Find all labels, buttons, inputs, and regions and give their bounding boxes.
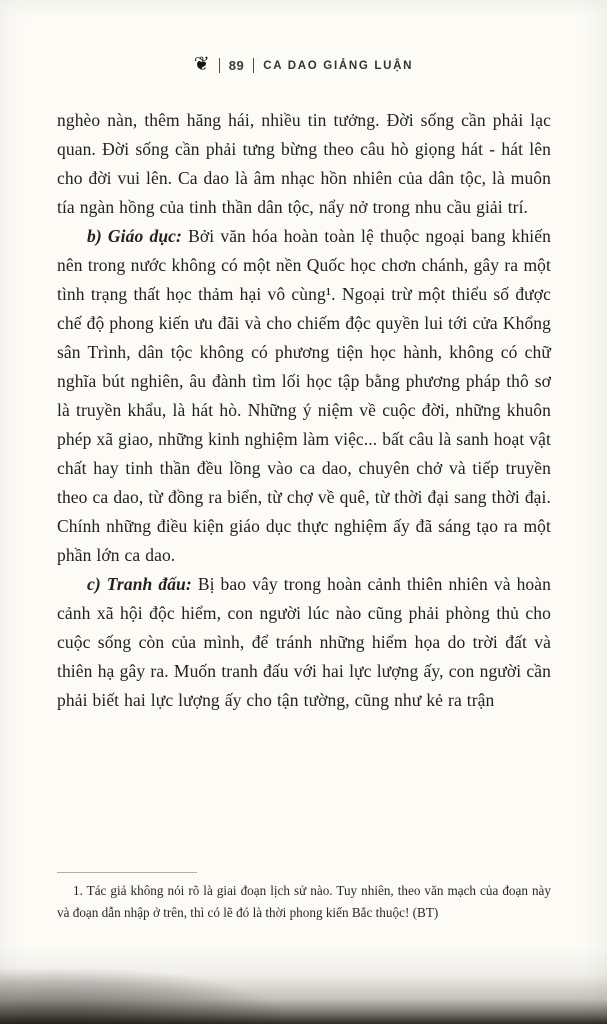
paragraph-2-lead: b) Giáo dục: — [87, 226, 182, 246]
paragraph-3 — [57, 570, 551, 715]
paragraph-3-text: Bị bao vây trong hoàn cảnh thiên nhiên và hoàn cảnh xã hội độc hiểm, con người lúc nào cũng phải phòng thủ cho cuộc sống còn của mình, để tránh những hiểm họa do trời đất và thiên hạ gây ra. Muốn tranh đấu với hai lực lượng ấy, con người cần phải biết hai lực lượng ấy cho tận tường, cũng như kẻ ra trận — [57, 574, 551, 710]
scan-shadow-bottom — [0, 946, 607, 1024]
footnote-separator — [57, 872, 197, 873]
paragraph-3-lead: c) Tranh đấu: — [87, 574, 192, 594]
body-text — [57, 106, 551, 715]
paragraph-1: nghèo nàn, thêm hăng hái, nhiều tin tưởng. Đời sống cần phải lạc quan. Đời sống cần phải tưng bừng theo câu hò giọng hát - hát lên cho đời vui lên. Ca dao là âm nhạc hồn nhiên của dân tộc, là muôn tía ngàn hồng của tinh thần dân tộc, nẩy nở trong nhu cầu giải trí. — [57, 110, 551, 217]
scan-shadow-corner — [0, 969, 280, 1024]
footnote-text: 1. Tác giả không nói rõ là giai đoạn lịch sử nào. Tuy nhiên, theo văn mạch của đoạn này và đoạn dẫn nhập ở trên, thì có lẽ đó là thời phong kiến Bắc thuộc! (BT) — [57, 883, 551, 920]
paragraph-2 — [57, 222, 551, 570]
header-divider — [253, 58, 254, 73]
paragraph-2-text: Bởi văn hóa hoàn toàn lệ thuộc ngoại bang khiến nên trong nước không có một nền Quốc học chơn chánh, gây ra một tình trạng thất học thảm hại vô cùng¹. Ngoại trừ một thiểu số được chế độ phong kiến ưu đãi và cho chiếm độc quyền lui tới cửa Khổng sân Trình, dân tộc không có phương tiện học hành, không có chữ nghĩa bút nghiên, âu đành tìm lối học tập bằng phương pháp thô sơ là truyền khẩu, là hát hò. Những ý niệm về cuộc đời, những khuôn phép xã giao, những kinh nghiệm làm việc... bất câu là sanh hoạt vật chất hay tinh thần đều lồng vào ca dao, chuyên chở và tiếp truyền theo ca dao, từ đồng ra biển, từ chợ về quê, từ thời đại sang thời đại. Chính những điều kiện giáo dục thực nghiệm ấy đã sáng tạo ra một phần lớn ca dao. — [57, 226, 551, 565]
page-number: 89 — [228, 58, 245, 73]
book-title: CA DAO GIẢNG LUẬN — [263, 59, 414, 72]
floral-ornament-icon: ❦ — [193, 53, 210, 75]
header-divider — [219, 58, 220, 73]
page-header — [0, 53, 607, 75]
